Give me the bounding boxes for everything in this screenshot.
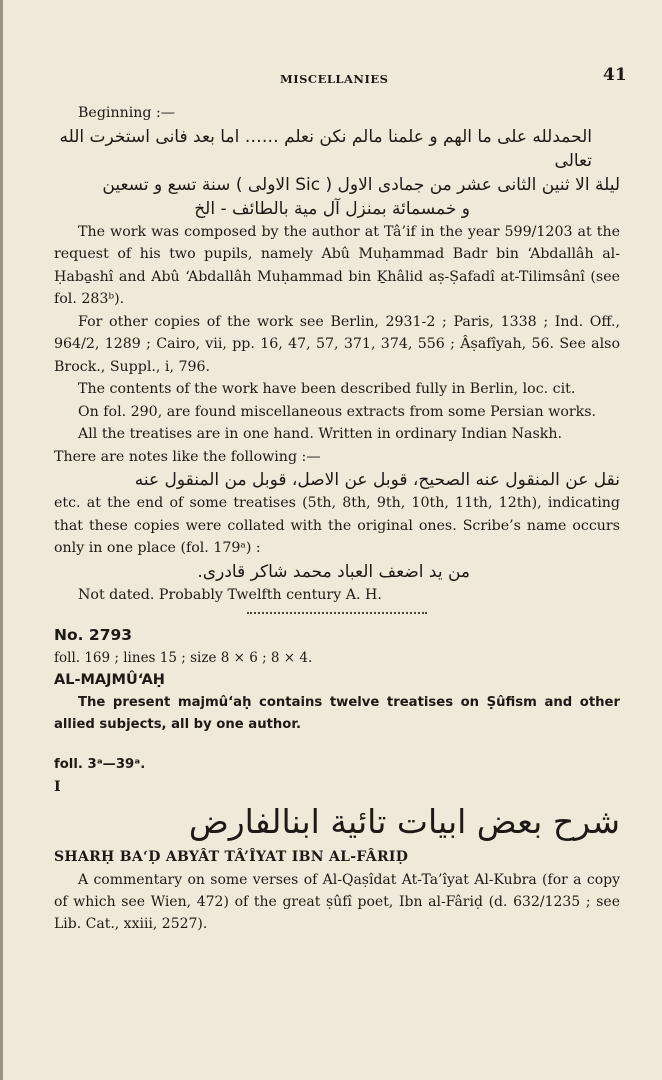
treatise-description: A commentary on some verses of Al-Qaṣîdat At-Ta’îyat Al-Kubra (for a copy of which see Wien, 472) of the great ṣûfî poet, Ibn al-Fâriḍ (d. 632/1235 ; see Lib. Cat., xxiii, 2527). [54,871,620,932]
arabic-incipit-line-1: الحمدلله على ما الهم و علمنا مالم نكن نعلم …… اما بعد فانى استخرت الله تعالى [59,126,592,171]
entry-number: No. 2793 [54,626,133,644]
treatise-transliteration: SHARḤ BA‘Ḍ ABYÂT TÂ’ÎYAT IBN AL-FÂRIḌ [54,849,409,865]
entry-title: AL-MAJMÛ‘AḤ [54,672,165,688]
page-body [54,102,620,935]
arabic-scribe-name: من يد اضعف العباد محمد شاكر قادرى. [197,561,470,582]
page-number: 41 [603,65,627,85]
section-numeral: I [54,778,61,795]
notes-intro: There are notes like the following :— [54,448,321,465]
dating-note: Not dated. Probably Twelfth century A. H. [78,586,382,603]
running-header [0,66,662,86]
extracts-paragraph: On fol. 290, are found miscellaneous extracts from some Persian works. [78,403,597,420]
collation-paragraph: etc. at the end of some treatises (5th, 8th, 9th, 10th, 11th, 12th), indicating that these copies were collated with the original ones. Scribe’s name occurs only in one place (fol. 179ᵃ) : [54,495,620,556]
contents-paragraph: The contents of the work have been described fully in Berlin, loc. cit. [78,381,576,397]
entry-description: The present majmû‘aḥ contains twelve treatises on Ṣûfism and other allied subjects, all by one author. [54,694,620,732]
other-copies-paragraph: For other copies of the work see Berlin, 2931-2 ; Paris, 1338 ; Ind. Off., 964/2, 1289 ; Cairo, vii, pp. 16, 47, 57, 371, 374, 556 ; Âṣafîyah, 56. See also Brock., Suppl., i, 796. [54,313,620,375]
section-divider [247,612,427,614]
entry-collation: foll. 169 ; lines 15 ; size 8 × 6 ; 8 × 4. [54,649,313,666]
running-title: MISCELLANIES [280,72,389,86]
composition-paragraph: The work was composed by the author at Tâ’if in the year 599/1203 at the request of his two pupils, namely Abû Muḥammad Badr bin ‘Abdallâh al-Ḥaba̱shî and Abû ‘Abdallâh Muḥammad bin Ḵhâlid aṣ-Ṣafadî at-Tilimsânî (see fol. 283ᵇ). [54,223,620,307]
entry-folios: foll. 3ᵃ—39ᵃ. [54,756,146,772]
arabic-incipit-line-3: و خمسمائة بمنزل آل مية بالطائف - الخ [194,198,470,219]
beginning-label: Beginning :— [78,105,175,121]
arabic-collation-notes: نقل عن المنقول عنه الصحيح، قوبل عن الاصل، قوبل من المنقول عنه [134,470,620,490]
arabic-treatise-title: شرح بعض ابيات تائية ابنالفارض [188,802,620,841]
arabic-incipit-line-2: ليلة الا ثنين الثانى عشر من جمادى الاول ( Sic الاولى ) سنة تسع و تسعين [102,174,620,195]
hand-paragraph: All the treatises are in one hand. Written in ordinary Indian Naskh. [78,426,562,442]
